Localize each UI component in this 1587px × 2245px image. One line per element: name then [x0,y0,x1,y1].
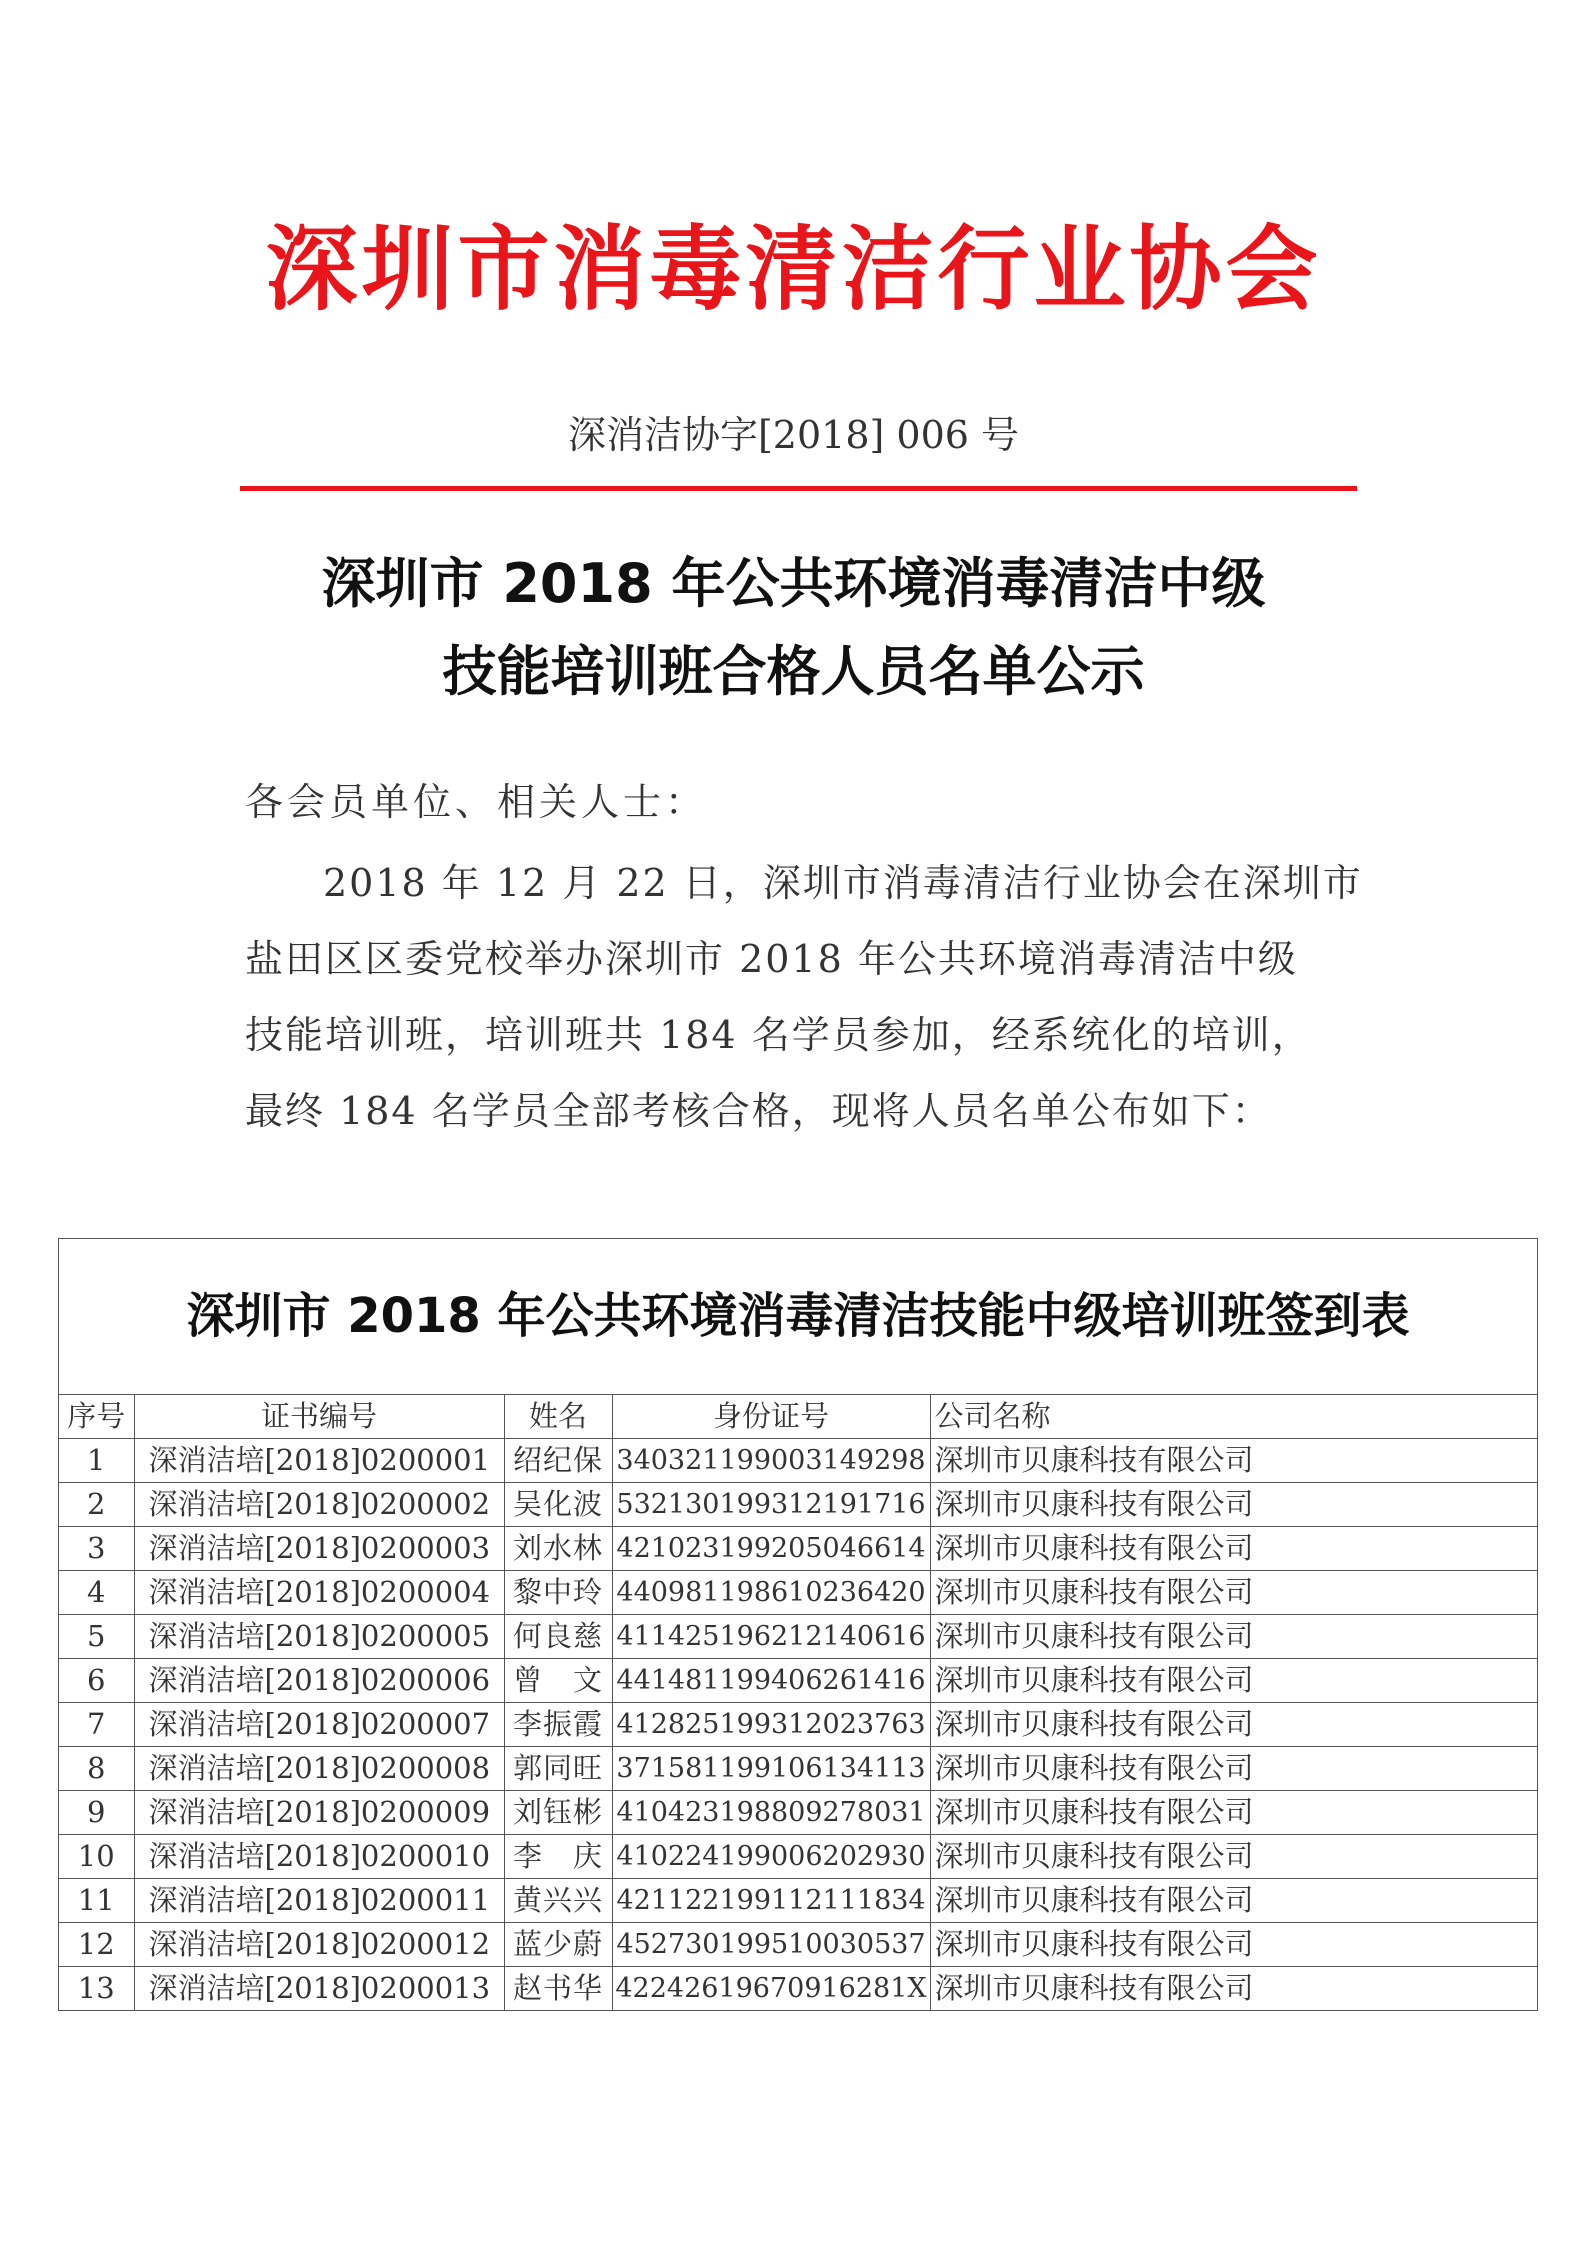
row-name-cell: 刘钰彬 [504,1791,612,1835]
row-cert-number-cell: 深消洁培[2018]0200001 [134,1439,504,1483]
row-company-cell: 深圳市贝康科技有限公司 [930,1879,1537,1923]
row-id-number-cell: 452730199510030537 [612,1923,930,1967]
row-cert-number-cell: 深消洁培[2018]0200004 [134,1571,504,1615]
row-cert-number-cell: 深消洁培[2018]0200011 [134,1879,504,1923]
row-index-cell: 9 [59,1791,134,1835]
header-id: 身份证号 [612,1395,930,1439]
row-index-cell: 6 [59,1659,134,1703]
row-id-number-cell: 441481199406261416 [612,1659,930,1703]
signin-table [59,1395,1537,2010]
header-company: 公司名称 [930,1395,1537,1439]
row-id-number-cell: 410224199006202930 [612,1835,930,1879]
row-company-cell: 深圳市贝康科技有限公司 [930,1527,1537,1571]
table-header-row [59,1395,1537,1439]
row-name-cell: 吴化波 [504,1483,612,1527]
notice-greeting: 各会员单位、相关人士： [245,780,708,824]
row-company-cell: 深圳市贝康科技有限公司 [930,1835,1537,1879]
table-body [59,1439,1537,2011]
row-name-cell: 郭同旺 [504,1747,612,1791]
table-row [59,1615,1537,1659]
header-name: 姓名 [504,1395,612,1439]
notice-title-line-2: 技能培训班合格人员名单公示 [442,640,1145,703]
notice-title [0,540,1587,716]
row-cert-number-cell: 深消洁培[2018]0200010 [134,1835,504,1879]
table-row [59,1527,1537,1571]
row-company-cell: 深圳市贝康科技有限公司 [930,1923,1537,1967]
row-id-number-cell: 411425196212140616 [612,1615,930,1659]
row-index-cell: 8 [59,1747,134,1791]
row-name-cell: 李振霞 [504,1703,612,1747]
body-line-3: 技能培训班，培训班共 184 名学员参加，经系统化的培训， [245,1013,1312,1057]
table-row [59,1791,1537,1835]
row-index-cell: 7 [59,1703,134,1747]
row-cert-number-cell: 深消洁培[2018]0200003 [134,1527,504,1571]
body-line-4: 最终 184 名学员全部考核合格，现将人员名单公布如下： [245,1089,1272,1133]
row-id-number-cell: 410423198809278031 [612,1791,930,1835]
notice-body [245,845,1363,1149]
row-index-cell: 4 [59,1571,134,1615]
row-index-cell: 1 [59,1439,134,1483]
row-name-cell: 赵书华 [504,1967,612,2011]
table-row [59,1747,1537,1791]
row-id-number-cell: 421023199205046614 [612,1527,930,1571]
header-index: 序号 [59,1395,134,1439]
row-company-cell: 深圳市贝康科技有限公司 [930,1967,1537,2011]
row-company-cell: 深圳市贝康科技有限公司 [930,1703,1537,1747]
row-id-number-cell: 340321199003149298 [612,1439,930,1483]
row-cert-number-cell: 深消洁培[2018]0200008 [134,1747,504,1791]
row-company-cell: 深圳市贝康科技有限公司 [930,1615,1537,1659]
row-index-cell: 12 [59,1923,134,1967]
row-cert-number-cell: 深消洁培[2018]0200002 [134,1483,504,1527]
table-row [59,1835,1537,1879]
table-row [59,1879,1537,1923]
row-id-number-cell: 421122199112111834 [612,1879,930,1923]
table-row [59,1967,1537,2011]
row-name-cell: 蓝少蔚 [504,1923,612,1967]
table-title: 深圳市 2018 年公共环境消毒清洁技能中级培训班签到表 [59,1239,1537,1395]
row-name-cell: 黄兴兴 [504,1879,612,1923]
row-id-number-cell: 440981198610236420 [612,1571,930,1615]
row-company-cell: 深圳市贝康科技有限公司 [930,1483,1537,1527]
row-name-cell: 黎中玲 [504,1571,612,1615]
body-line-1: 2018 年 12 月 22 日，深圳市消毒清洁行业协会在深圳市 [323,861,1363,905]
row-name-cell: 曾 文 [504,1659,612,1703]
row-index-cell: 3 [59,1527,134,1571]
row-id-number-cell: 532130199312191716 [612,1483,930,1527]
row-cert-number-cell: 深消洁培[2018]0200006 [134,1659,504,1703]
table-row [59,1571,1537,1615]
row-company-cell: 深圳市贝康科技有限公司 [930,1791,1537,1835]
row-company-cell: 深圳市贝康科技有限公司 [930,1659,1537,1703]
row-cert-number-cell: 深消洁培[2018]0200005 [134,1615,504,1659]
signin-table-container [58,1238,1538,2011]
row-cert-number-cell: 深消洁培[2018]0200012 [134,1923,504,1967]
letterhead-org-name: 深圳市消毒清洁行业协会 [265,216,1322,323]
notice-title-line-1: 深圳市 2018 年公共环境消毒清洁中级 [321,552,1266,615]
row-index-cell: 13 [59,1967,134,2011]
row-index-cell: 2 [59,1483,134,1527]
header-cert: 证书编号 [134,1395,504,1439]
row-name-cell: 何良慈 [504,1615,612,1659]
row-cert-number-cell: 深消洁培[2018]0200009 [134,1791,504,1835]
row-id-number-cell: 371581199106134113 [612,1747,930,1791]
document-number: 深消洁协字[2018] 006 号 [567,413,1020,457]
row-id-number-cell: 412825199312023763 [612,1703,930,1747]
row-name-cell: 刘水林 [504,1527,612,1571]
table-row [59,1923,1537,1967]
row-company-cell: 深圳市贝康科技有限公司 [930,1747,1537,1791]
row-id-number-cell: 42242619670916281X [612,1967,930,2011]
body-line-2: 盐田区区委党校举办深圳市 2018 年公共环境消毒清洁中级 [245,937,1298,981]
row-name-cell: 绍纪保 [504,1439,612,1483]
table-row [59,1703,1537,1747]
row-index-cell: 5 [59,1615,134,1659]
row-name-cell: 李 庆 [504,1835,612,1879]
table-row [59,1483,1537,1527]
row-index-cell: 10 [59,1835,134,1879]
row-cert-number-cell: 深消洁培[2018]0200013 [134,1967,504,2011]
row-company-cell: 深圳市贝康科技有限公司 [930,1571,1537,1615]
table-row [59,1659,1537,1703]
table-row [59,1439,1537,1483]
row-cert-number-cell: 深消洁培[2018]0200007 [134,1703,504,1747]
red-divider-line [240,486,1357,491]
row-index-cell: 11 [59,1879,134,1923]
row-company-cell: 深圳市贝康科技有限公司 [930,1439,1537,1483]
